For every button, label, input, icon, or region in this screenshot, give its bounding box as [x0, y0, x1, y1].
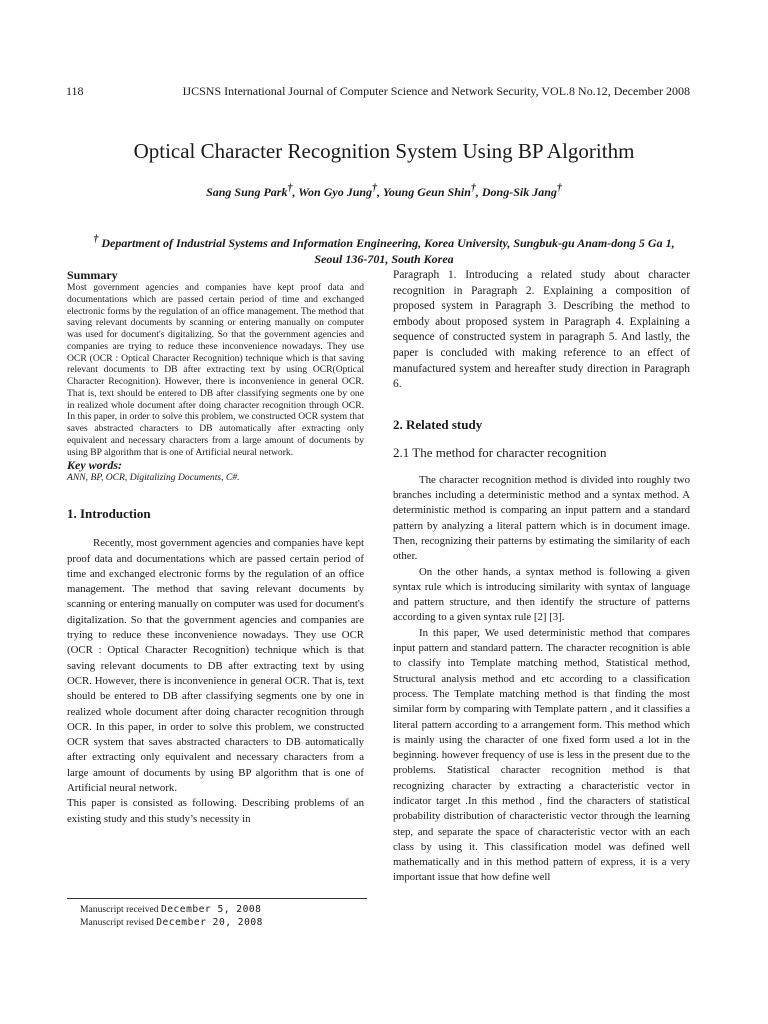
keywords-text: ANN, BP, OCR, Digitalizing Documents, C#. [67, 472, 240, 484]
footnote-date: December 5, 2008 [160, 904, 262, 915]
dagger-mark: † [372, 183, 378, 194]
paragraph: In this paper, We used deterministic method that compares input pattern and standard pattern. The character recognition is able to classify into Template matching method, Statistical method, Structural analysis method and etc according to a classification process. The Template matching method is that finding the most similar form by comparing with Template pattern , and it classifies a literal pattern according to a arrangement form. This method which is mainly using the character of one fixed form used a lot in the beginning. however frequency of use is less in the present due to the problems. Statistical character recognition method is that recognizing character by extracting a characteristic vector in indicator target .In this method , find the characters of statistical probability distribution of characteristic vector through the learning step, and separate the space of characteristic vector with an each class by using it. This classification model was defined well mathematically and in this method pattern of express, it is a very important issue that how define well [393, 626, 690, 884]
dagger-mark: † [470, 183, 476, 194]
section-heading: 1. Introduction [67, 506, 151, 522]
footnote-label: Manuscript received [80, 904, 161, 915]
author-name: Sang Sung Park [206, 185, 288, 199]
affiliation-line: Seoul 136-701, South Korea [314, 252, 454, 266]
dagger-mark: † [93, 234, 99, 245]
left-column [67, 268, 364, 827]
paragraph: Paragraph 1. Introducing a related study about character recognition in Paragraph 2. Explaining a composition of proposed system in Paragraph 3. Describing the method to embody about proposed system in Paragraph 4. Explaining a sequence of constructed system in paragraph 5. And lastly, the paper is concluded with making reference to an effect of manufactured system and hereafter study direction in Paragraph 6. [393, 269, 690, 391]
author-name: Dong-Sik Jang [481, 185, 557, 199]
footnotes [80, 904, 263, 929]
section-heading: 2. Related study [393, 416, 483, 432]
paragraph: On the other hands, a syntax method is following a given syntax rule which is introducing similarity with syntax of language and pattern structure, and then identify the structure of patterns according to a given syntax rule [2] [3]. [393, 565, 690, 624]
author-name: Young Geun Shin [382, 185, 471, 199]
paragraph: The character recognition method is divided into roughly two branches including a deterministic method and a syntax method. A deterministic method is comparing an input pattern and a standard pattern by analyzing a literal pattern which is in document image. Then, recognizing their patterns by estimating the similarity of each other. [393, 473, 690, 563]
subsection-heading: 2.1 The method for character recognition [393, 444, 607, 460]
affiliation-line: Department of Industrial Systems and Information Engineering, Korea University, Sungbuk-gu Anam-dong 5 Ga 1, [98, 236, 675, 250]
right-column [393, 268, 690, 886]
footnote-label: Manuscript revised [80, 916, 157, 928]
journal-name: IJCSNS International Journal of Computer Science and Network Security, VOL.8 No.12, December 2008 [182, 84, 690, 98]
keywords-heading: Key words: [67, 458, 122, 473]
paper-title: Optical Character Recognition System Using BP Algorithm [133, 139, 635, 163]
footnote-date: December 20, 2008 [156, 916, 263, 928]
summary-heading: Summary [67, 268, 118, 282]
paragraph: Recently, most government agencies and companies have kept proof data and documentations which are passed certain period of time and exchanged electronic forms by the regulation of an office management. The method that saving relevant documents by scanning or entering manually on computer was used for document's digitalization. So that the government agencies and companies are trying to reduce these inconvenience nowadays. They use OCR (OCR : Optical Character Recognition) technique which is that saving relevant documents to DB after extracting text by using OCR. However, there is inconvenience in general OCR. That is, text should be entered to DB after classifying segments one by one in realized whole document after doing character recognition through OCR. In this paper, in order to solve this problem, we constructed OCR system that saves abstracted characters to DB automatically after extracting only equivalent and necessary characters from a large amount of documents by using BP algorithm that is one of Artificial neural network. [67, 537, 364, 794]
dagger-mark: † [556, 183, 562, 194]
author-list: Sang Sung Park†, Won Gyo Jung†, Young Geun Shin†, Dong-Sik Jang† [206, 183, 562, 199]
summary-text: Most government agencies and companies have kept proof data and documentations which are passed certain period of time and exchanged electronic forms by the regulation of an office management. The method that saving relevant documents by scanning or entering manually on computer was used for document's digitalizing. So that the government agencies and companies are trying to reduce these inconvenience nowadays. They use OCR (OCR : Optical Character Recognition) technique which is that saving relevant documents to DB after extracting text by using OCR(Optical Character Recognition). However, there is inconvenience in general OCR. That is, text should be entered to DB after classifying segments one by one in realized whole document after doing character recognition through OCR. In this paper, in order to solve this problem, we constructed OCR system that saves abstracted characters to DB automatically after extracting only equivalent and necessary characters from a large amount of documents by using BP algorithm that is one of Artificial neural network. [67, 282, 364, 458]
paragraph: This paper is consisted as following. Describing problems of an existing study and this study’s necessity in [67, 797, 364, 825]
affiliation [66, 232, 702, 267]
dagger-mark: † [287, 183, 293, 194]
footnote-rule [67, 898, 367, 899]
page-number: 118 [66, 84, 84, 98]
author-name: Won Gyo Jung [298, 185, 373, 199]
